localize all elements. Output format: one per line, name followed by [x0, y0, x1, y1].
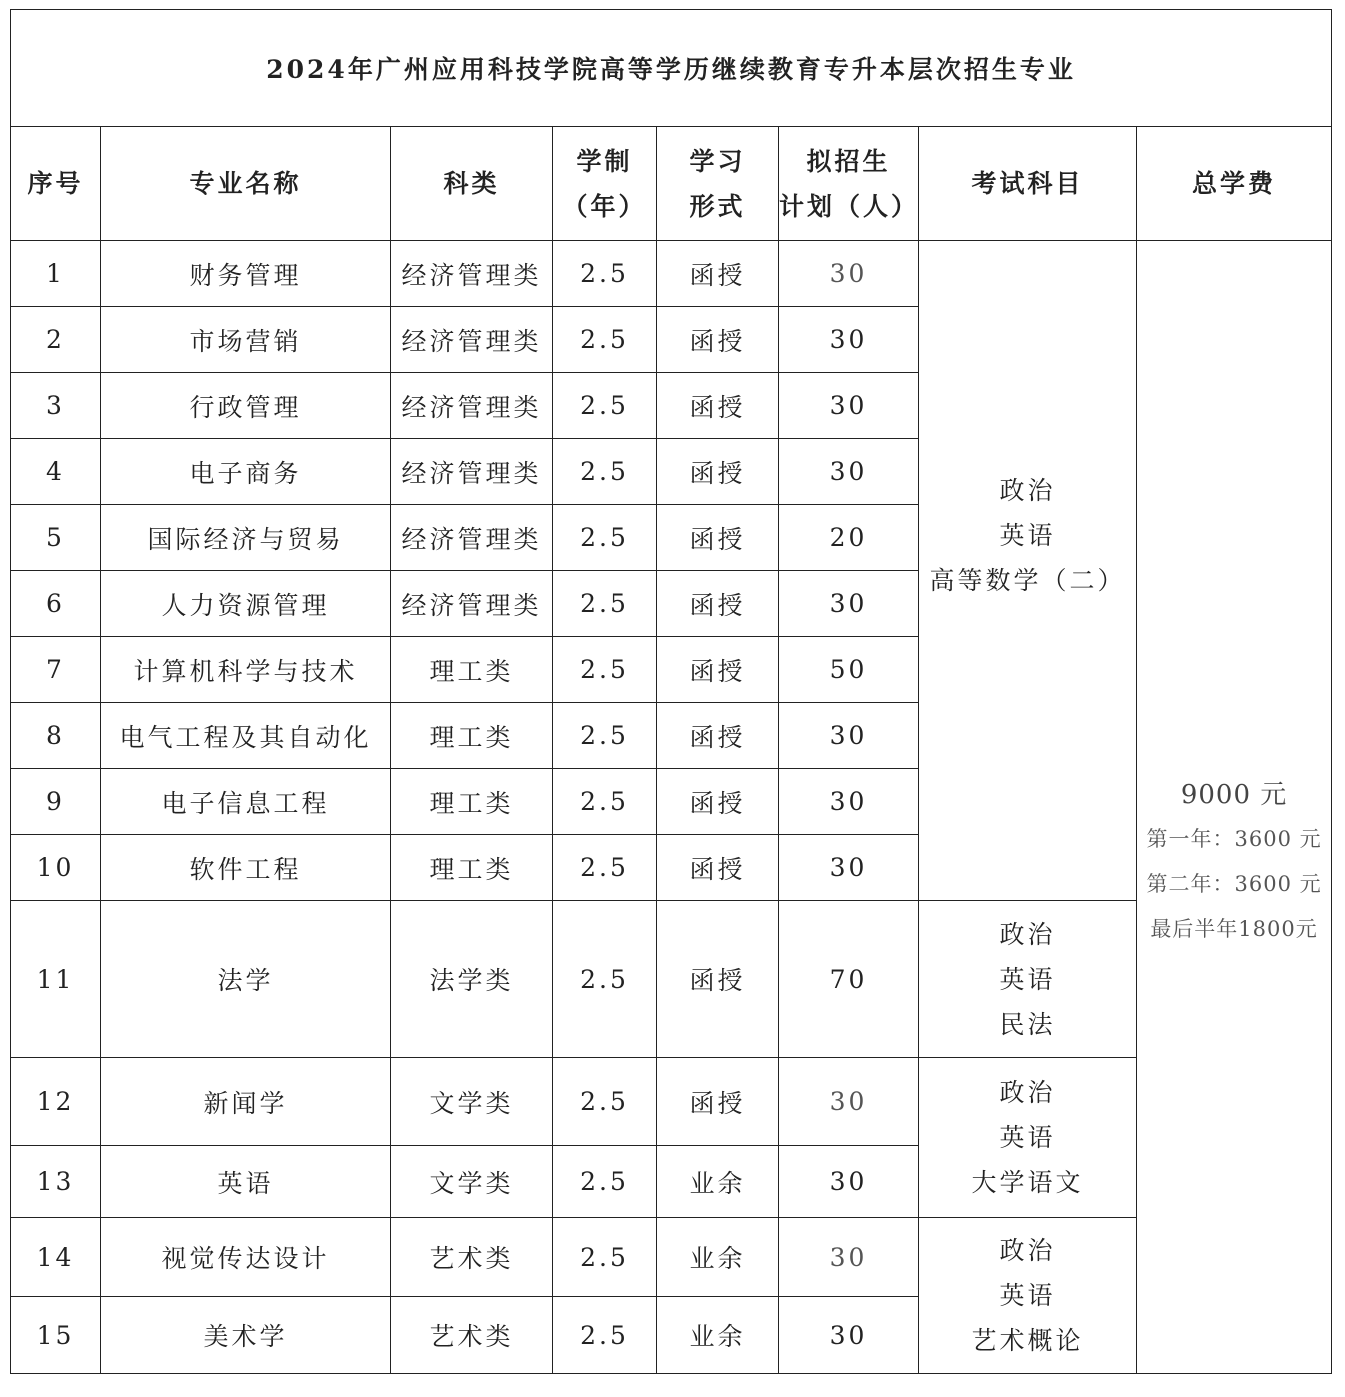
row-duration: 2.5 [553, 637, 657, 703]
row-category: 经济管理类 [391, 241, 553, 307]
row-mode: 函授 [657, 637, 779, 703]
row-plan: 30 [779, 241, 919, 307]
row-seq: 9 [11, 769, 101, 835]
row-plan: 30 [779, 1297, 919, 1374]
row-duration: 2.5 [553, 1218, 657, 1297]
row-seq: 13 [11, 1146, 101, 1218]
row-duration: 2.5 [553, 769, 657, 835]
row-category: 经济管理类 [391, 439, 553, 505]
exam-subject: 政治 [999, 919, 1056, 949]
row-plan: 30 [779, 835, 919, 901]
row-mode: 函授 [657, 1058, 779, 1146]
row-category: 艺术类 [391, 1218, 553, 1297]
header-duration [553, 127, 657, 241]
row-seq: 5 [11, 505, 101, 571]
table-row [11, 1058, 1332, 1146]
row-category: 经济管理类 [391, 373, 553, 439]
row-major: 英语 [101, 1146, 391, 1218]
row-seq: 11 [11, 901, 101, 1058]
table-row [11, 241, 1332, 307]
row-seq: 6 [11, 571, 101, 637]
row-duration: 2.5 [553, 571, 657, 637]
exam-subject: 大学语文 [971, 1168, 1084, 1197]
row-seq: 14 [11, 1218, 101, 1297]
row-category: 理工类 [391, 769, 553, 835]
row-seq: 2 [11, 307, 101, 373]
exam-group-2 [919, 901, 1137, 1058]
fee-last-half: 最后半年1800元 [1150, 916, 1318, 941]
row-duration: 2.5 [553, 835, 657, 901]
row-major: 法学 [101, 901, 391, 1058]
row-duration: 2.5 [553, 241, 657, 307]
row-plan: 30 [779, 1218, 919, 1297]
header-major: 专业名称 [101, 127, 391, 241]
header-plan [779, 127, 919, 241]
enrollment-table [10, 9, 1332, 1374]
row-seq: 4 [11, 439, 101, 505]
exam-subject: 政治 [999, 1078, 1056, 1107]
row-category: 艺术类 [391, 1297, 553, 1374]
row-mode: 函授 [657, 769, 779, 835]
exam-group-1 [919, 241, 1137, 901]
row-major: 美术学 [101, 1297, 391, 1374]
row-major: 行政管理 [101, 373, 391, 439]
row-major: 国际经济与贸易 [101, 505, 391, 571]
row-plan: 30 [779, 769, 919, 835]
header-exam: 考试科目 [919, 127, 1137, 241]
row-category: 理工类 [391, 637, 553, 703]
page-title: 2024年广州应用科技学院高等学历继续教育专升本层次招生专业 [11, 10, 1332, 127]
row-category: 经济管理类 [391, 571, 553, 637]
row-duration: 2.5 [553, 901, 657, 1058]
exam-subject: 英语 [999, 964, 1056, 994]
fee-year1: 第一年：3600 元 [1146, 826, 1322, 851]
row-plan: 20 [779, 505, 919, 571]
row-mode: 业余 [657, 1297, 779, 1374]
row-mode: 函授 [657, 901, 779, 1058]
row-duration: 2.5 [553, 1146, 657, 1218]
exam-subject: 英语 [999, 1123, 1056, 1152]
exam-subject: 英语 [999, 521, 1056, 550]
row-major: 市场营销 [101, 307, 391, 373]
row-major: 财务管理 [101, 241, 391, 307]
row-category: 经济管理类 [391, 307, 553, 373]
exam-subject: 政治 [999, 476, 1056, 505]
row-seq: 8 [11, 703, 101, 769]
header-fee: 总学费 [1137, 127, 1332, 241]
exam-subject: 政治 [999, 1236, 1056, 1265]
row-mode: 业余 [657, 1218, 779, 1297]
table-row [11, 1218, 1332, 1297]
row-major: 软件工程 [101, 835, 391, 901]
row-mode: 业余 [657, 1146, 779, 1218]
row-duration: 2.5 [553, 439, 657, 505]
row-major: 计算机科学与技术 [101, 637, 391, 703]
row-major: 电子信息工程 [101, 769, 391, 835]
row-mode: 函授 [657, 307, 779, 373]
header-mode [657, 127, 779, 241]
row-seq: 1 [11, 241, 101, 307]
row-seq: 15 [11, 1297, 101, 1374]
row-plan: 30 [779, 703, 919, 769]
row-duration: 2.5 [553, 307, 657, 373]
row-seq: 10 [11, 835, 101, 901]
row-plan: 30 [779, 307, 919, 373]
row-duration: 2.5 [553, 1058, 657, 1146]
row-category: 法学类 [391, 901, 553, 1058]
header-duration-line2: （年） [562, 191, 647, 221]
header-plan-line1: 拟招生 [806, 146, 891, 176]
row-plan: 30 [779, 1058, 919, 1146]
row-major: 新闻学 [101, 1058, 391, 1146]
row-mode: 函授 [657, 571, 779, 637]
row-duration: 2.5 [553, 373, 657, 439]
row-plan: 30 [779, 439, 919, 505]
row-major: 电子商务 [101, 439, 391, 505]
header-seq: 序号 [11, 127, 101, 241]
row-mode: 函授 [657, 373, 779, 439]
row-category: 理工类 [391, 835, 553, 901]
header-mode-line2: 形式 [689, 191, 746, 221]
row-plan: 70 [779, 901, 919, 1058]
header-row [11, 127, 1332, 241]
row-plan: 30 [779, 571, 919, 637]
row-plan: 50 [779, 637, 919, 703]
row-mode: 函授 [657, 835, 779, 901]
row-mode: 函授 [657, 505, 779, 571]
fee-total: 9000 元 [1180, 779, 1288, 810]
row-plan: 30 [779, 1146, 919, 1218]
exam-subject: 英语 [999, 1281, 1056, 1310]
row-duration: 2.5 [553, 1297, 657, 1374]
row-category: 理工类 [391, 703, 553, 769]
row-plan: 30 [779, 373, 919, 439]
fee-year2: 第二年：3600 元 [1146, 871, 1322, 896]
row-category: 经济管理类 [391, 505, 553, 571]
row-seq: 7 [11, 637, 101, 703]
table-row [11, 901, 1332, 1058]
exam-subject: 民法 [999, 1009, 1056, 1039]
exam-group-3 [919, 1058, 1137, 1218]
exam-subject: 高等数学（二） [929, 566, 1126, 595]
exam-subject: 艺术概论 [971, 1326, 1084, 1355]
row-duration: 2.5 [553, 703, 657, 769]
row-mode: 函授 [657, 439, 779, 505]
row-major: 电气工程及其自动化 [101, 703, 391, 769]
header-mode-line1: 学习 [689, 146, 746, 176]
header-duration-line1: 学制 [576, 146, 633, 176]
row-category: 文学类 [391, 1058, 553, 1146]
header-category: 科类 [391, 127, 553, 241]
row-mode: 函授 [657, 241, 779, 307]
exam-group-4 [919, 1218, 1137, 1374]
row-mode: 函授 [657, 703, 779, 769]
row-major: 人力资源管理 [101, 571, 391, 637]
row-duration: 2.5 [553, 505, 657, 571]
row-seq: 12 [11, 1058, 101, 1146]
row-seq: 3 [11, 373, 101, 439]
fee-cell [1137, 241, 1332, 1374]
header-plan-line2: 计划（人） [779, 191, 920, 221]
row-major: 视觉传达设计 [101, 1218, 391, 1297]
row-category: 文学类 [391, 1146, 553, 1218]
